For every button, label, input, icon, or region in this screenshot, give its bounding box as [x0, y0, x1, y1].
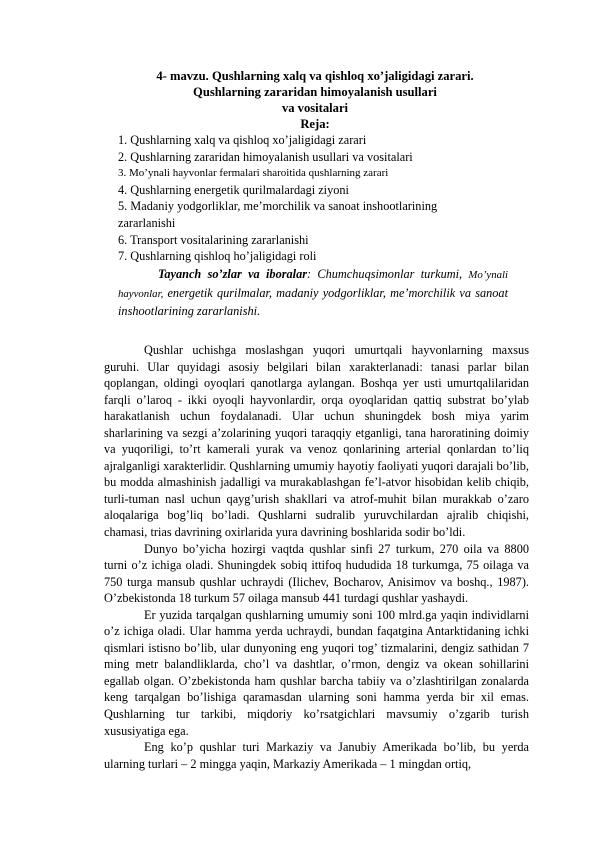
keywords-label: Tayanch so’zlar va iboralar — [158, 267, 308, 281]
plan-item: zararlanishi — [118, 215, 176, 230]
keywords-text: : Chumchuqsimonlar turkumi, — [307, 267, 469, 281]
plan-item: 3. Mo’ynali hayvonlar fermalari sharoitida qushlarning zarari — [118, 167, 389, 180]
keywords-paragraph — [118, 266, 508, 321]
paragraph: Eng ko’p qushlar turi Markaziy va Janubiy Amerikada bo’lib, bu yerda ularning turlari – 2 mingga yaqin, Markaziy Amerikada – 1 mingdan ortiq, — [104, 740, 529, 771]
plan-item: 2. Qushlarning zararidan himoyalanish usullari va vositalari — [118, 149, 413, 164]
plan-label: Reja: — [300, 117, 330, 131]
plan-item: 4. Qushlarning energetik qurilmalardagi ziyoni — [118, 182, 349, 197]
plan-item: 1. Qushlarning xalq va qishloq xo’jaligidagi zarari — [118, 133, 367, 147]
lecture-title — [100, 68, 530, 132]
paragraph: Er yuzida tarqalgan qushlarning umumiy soni 100 mlrd.ga yaqin individlarni o’z ichiga oladi. Ular hamma yerda uchraydi, bundan faqatgina Antarktidaning ichki qismlari istisno bo’lib, ular dunyoning eng yuqori tog’ tizmalarini, dengiz sathidan 7 ming metr balandliklarda, cho’l va dashtlar, o’rmon, dengiz va okean sohillarini egallab olgan. O’zbekistonda ham qushlar barcha tabiiy va o’zlashtirilgan zonalarda keng tarqalgan bo’lishiga qaramasdan ularning soni hamma yerda bir xil emas. Qushlarning tur tarkibi, miqdoriy ko’rsatgichlari mavsumiy o’zgarib turish xususiyatiga ega. — [104, 607, 529, 738]
body-text — [104, 342, 529, 772]
paragraph: Qushlar uchishga moslashgan yuqori umurtqali hayvonlarning maxsus guruhi. Ular quyidagi asosiy belgilari bilan xarakterlanadi: tanasi parlar bilan qoplangan, oldingi oyoqlari qanotlarga aylangan. Boshqa yer usti umurtqalilaridan farqli o’laroq - ikki oyoqli hayvonlardir, orqa oyoqlaridan qattiq substrat bo’ylab harakatlanish uchun foydalanadi. Ular uchun shuningdek bosh miya yarim sharlarining va sezgi a’zolarining yuqori taraqqiy etganligi, tana haroratining doimiy va yuqoriligi, to’rt kamerali yurak va venoz qonlarining arterial qonlardan to’liq ajralganligi xarakterlidir. Qushlarning umumiy hayotiy faoliyati yuqori darajali bo’lib, bu modda almashinish jadalligi va murakablashgan fe’l-atvor hisobidan kelib chiqib, turli-tuman nasl uchun qayg’urish shakllari va atrof-muhit bilan murakkab o’zaro aloqalariga bog’liq bo’ladi. Qushlarni sudralib yuruvchilardan ajralib chiqishi, chamasi, trias davrining oxirlarida yura davrining boshlarida sodir bo’ldi. — [104, 343, 529, 540]
plan-list — [118, 132, 508, 265]
title-line-2: Qushlarning zararidan himoyalanish usullari — [193, 85, 437, 99]
title-line-3: va vositalari — [281, 101, 349, 115]
keywords-text: energetik qurilmalar, madaniy yodgorliklar, me’morchilik va sanoat inshootlarining zararlanishi — [118, 285, 508, 319]
paragraph: Dunyo bo’yicha hozirgi vaqtda qushlar sinfi 27 turkum, 270 oila va 8800 turni o’z ichiga oladi. Shuningdek sobiq ittifoq hududida 18 turkumga, 75 oilaga va 750 turga mansub qushlar uchraydi (Ilichev, Bocharov, Anisimov va boshq., 1987). O’zbekistonda 18 turkum 57 oilaga mansub 441 turdagi qushlar yashaydi. — [104, 541, 529, 606]
keywords-end: . — [257, 304, 261, 319]
plan-item: 6. Transport vositalarining zararlanishi — [118, 232, 309, 247]
plan-item: 5. Madaniy yodgorliklar, me’morchilik va sanoat inshootlarining — [118, 199, 438, 214]
title-line-1: 4- mavzu. Qushlarning xalq va qishloq xo’jaligidagi zarari. — [156, 69, 474, 83]
plan-item: 7. Qushlarning qishloq ho’jaligidagi roli — [118, 249, 317, 264]
keywords-text: Mo’ynali hayvonlar, — [118, 269, 508, 300]
